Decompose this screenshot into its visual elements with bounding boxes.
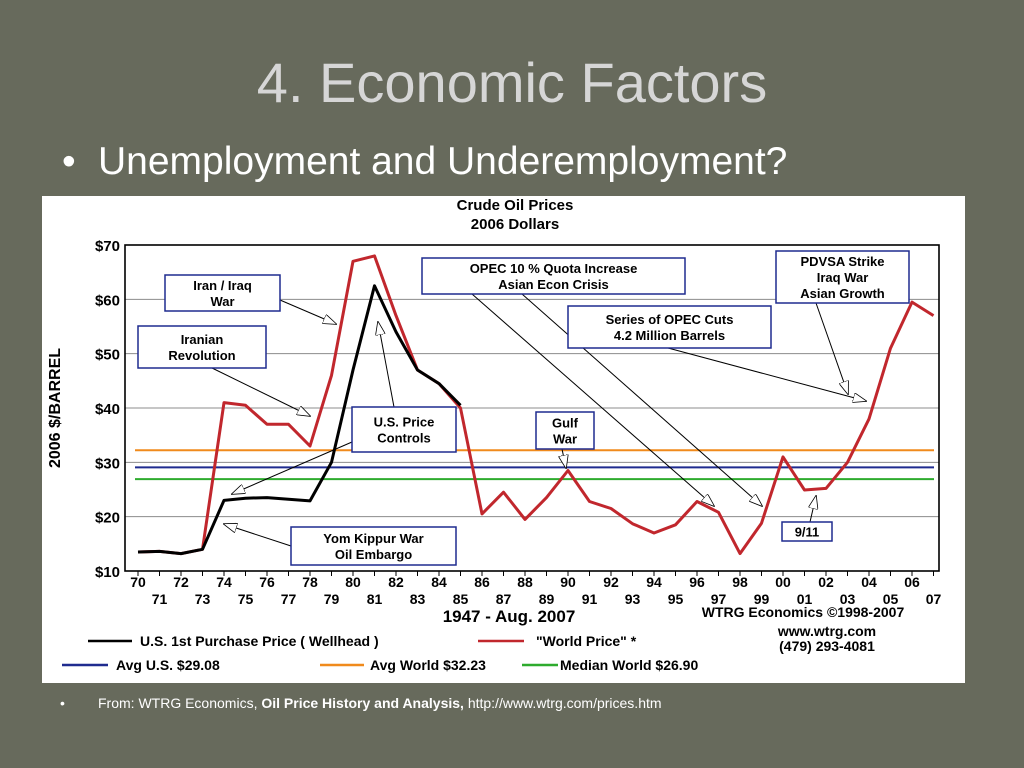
x-tick-label: 89 <box>538 591 555 607</box>
x-tick-label: 98 <box>732 574 748 590</box>
footer-url[interactable]: http://www.wtrg.com/prices.htm <box>467 695 662 711</box>
annotation-gulf-war <box>536 412 594 468</box>
x-tick-label: 91 <box>581 591 598 607</box>
annotation-text: Series of OPEC Cuts <box>605 312 734 327</box>
x-tick-label: 78 <box>302 574 318 590</box>
credit-text: (479) 293-4081 <box>779 638 875 654</box>
x-tick-label: 86 <box>474 574 490 590</box>
x-tick-label: 95 <box>667 591 684 607</box>
legend-label: Avg World $32.23 <box>370 657 486 673</box>
annotation-text: War <box>210 294 235 309</box>
annotation-pdvsa-strike <box>776 251 909 394</box>
annotation-arrow <box>280 300 336 324</box>
x-tick-label: 92 <box>603 574 619 590</box>
x-tick-label: 88 <box>517 574 533 590</box>
x-tick-label: 76 <box>259 574 275 590</box>
annotation-arrow <box>562 449 566 468</box>
annotation-yom-kippur-war <box>224 524 456 565</box>
y-tick-label: $70 <box>94 238 120 255</box>
x-tick-label: 97 <box>710 591 727 607</box>
footer-bullet: • <box>60 695 65 711</box>
legend-item <box>88 633 379 649</box>
x-tick-label: 85 <box>452 591 469 607</box>
x-tick-label: 73 <box>194 591 211 607</box>
annotation-arrow <box>810 496 816 522</box>
chart-title: Crude Oil Prices <box>456 197 574 214</box>
y-tick-label: $20 <box>94 509 120 527</box>
annotation-arrow <box>224 524 291 546</box>
x-tick-label: 75 <box>237 591 254 607</box>
y-axis-label: 2006 $/BARREL <box>47 347 64 469</box>
x-tick-label: 90 <box>560 574 576 590</box>
x-tick-label: 99 <box>753 591 770 607</box>
x-tick-label: 84 <box>431 574 447 590</box>
legend-item <box>320 657 486 673</box>
slide-title: 4. Economic Factors <box>256 51 768 114</box>
annotation-arrow <box>816 303 848 394</box>
annotation-text: Gulf <box>552 415 578 431</box>
footer-prefix: From: WTRG Economics, <box>98 695 258 711</box>
source-footer <box>60 693 662 713</box>
annotation-arrow <box>212 368 310 416</box>
annotation-text: OPEC 10 % Quota Increase <box>469 261 638 276</box>
bullet-item <box>62 138 787 186</box>
annotation-arrow <box>668 348 866 401</box>
reference-lines <box>135 450 934 479</box>
x-tick-label: 80 <box>345 574 361 590</box>
annotation-text: Revolution <box>168 348 236 363</box>
x-axis-label: 1947 - Aug. 2007 <box>442 607 576 626</box>
credit-text: www.wtrg.com <box>777 623 877 639</box>
annotation-text: Asian Econ Crisis <box>498 277 609 292</box>
x-tick-label: 06 <box>904 574 920 590</box>
legend-label: Median World $26.90 <box>560 657 699 673</box>
x-tick-label: 01 <box>796 591 813 607</box>
x-tick-label: 03 <box>839 591 856 607</box>
annotation-text: Yom Kippur War <box>323 531 424 546</box>
x-tick-label: 83 <box>409 591 426 607</box>
legend-label: "World Price" * <box>536 633 637 649</box>
x-tick-label: 93 <box>624 591 641 607</box>
legend-item <box>62 657 220 673</box>
y-tick-label: $50 <box>94 346 120 364</box>
x-tick-label: 04 <box>861 574 877 590</box>
y-tick-label: $60 <box>94 292 120 310</box>
legend <box>62 633 698 673</box>
credit-text: WTRG Economics ©1998-2007 <box>701 604 905 620</box>
chart-svg <box>42 196 965 683</box>
legend-label: U.S. 1st Purchase Price ( Wellhead ) <box>140 633 379 649</box>
x-tick-label: 94 <box>646 574 662 590</box>
annotation-text: U.S. Price <box>373 414 435 430</box>
x-tick-label: 79 <box>323 591 340 607</box>
x-tick-label: 70 <box>130 574 146 590</box>
annotation-text: 9/11 <box>794 524 820 540</box>
x-tick-label: 05 <box>882 591 899 607</box>
annotation-text: Oil Embargo <box>334 547 413 562</box>
footer-source-title: Oil Price History and Analysis, <box>261 695 464 711</box>
x-tick-label: 07 <box>925 591 942 607</box>
x-tick-label: 74 <box>216 574 232 590</box>
bullet-text: Unemployment and Underemployment? <box>98 140 788 183</box>
annotation-text: Iraq War <box>816 270 869 285</box>
oil-price-chart <box>42 196 965 683</box>
legend-item <box>522 657 698 673</box>
annotation-text: PDVSA Strike <box>800 254 885 269</box>
legend-label: Avg U.S. $29.08 <box>116 657 220 673</box>
annotation-text: 4.2 Million Barrels <box>613 328 726 343</box>
x-tick-label: 77 <box>280 591 297 607</box>
annotation-text: Controls <box>377 430 431 446</box>
x-tick-label: 71 <box>151 591 168 607</box>
x-tick-label: 82 <box>388 574 404 590</box>
annotation-arrow <box>378 322 394 407</box>
annotation-text: War <box>552 431 578 447</box>
annotation-text: Asian Growth <box>800 286 885 301</box>
x-tick-label: 81 <box>366 591 383 607</box>
y-tick-label: $10 <box>94 564 120 581</box>
x-tick-label: 00 <box>775 574 791 590</box>
annotation-text: Iran / Iraq <box>193 278 252 293</box>
y-tick-label: $40 <box>94 401 120 418</box>
annotation-text: Iranian <box>180 332 224 347</box>
x-tick-label: 96 <box>689 574 705 590</box>
annotation-nine-eleven <box>782 496 832 541</box>
chart-subtitle: 2006 Dollars <box>470 216 560 233</box>
x-tick-label: 72 <box>173 574 189 590</box>
credit-block <box>702 604 905 654</box>
bullet-dot: • <box>62 140 76 183</box>
x-tick-label: 87 <box>495 591 512 607</box>
x-tick-label: 02 <box>818 574 834 590</box>
legend-item <box>478 633 637 649</box>
y-tick-label: $30 <box>94 455 120 473</box>
